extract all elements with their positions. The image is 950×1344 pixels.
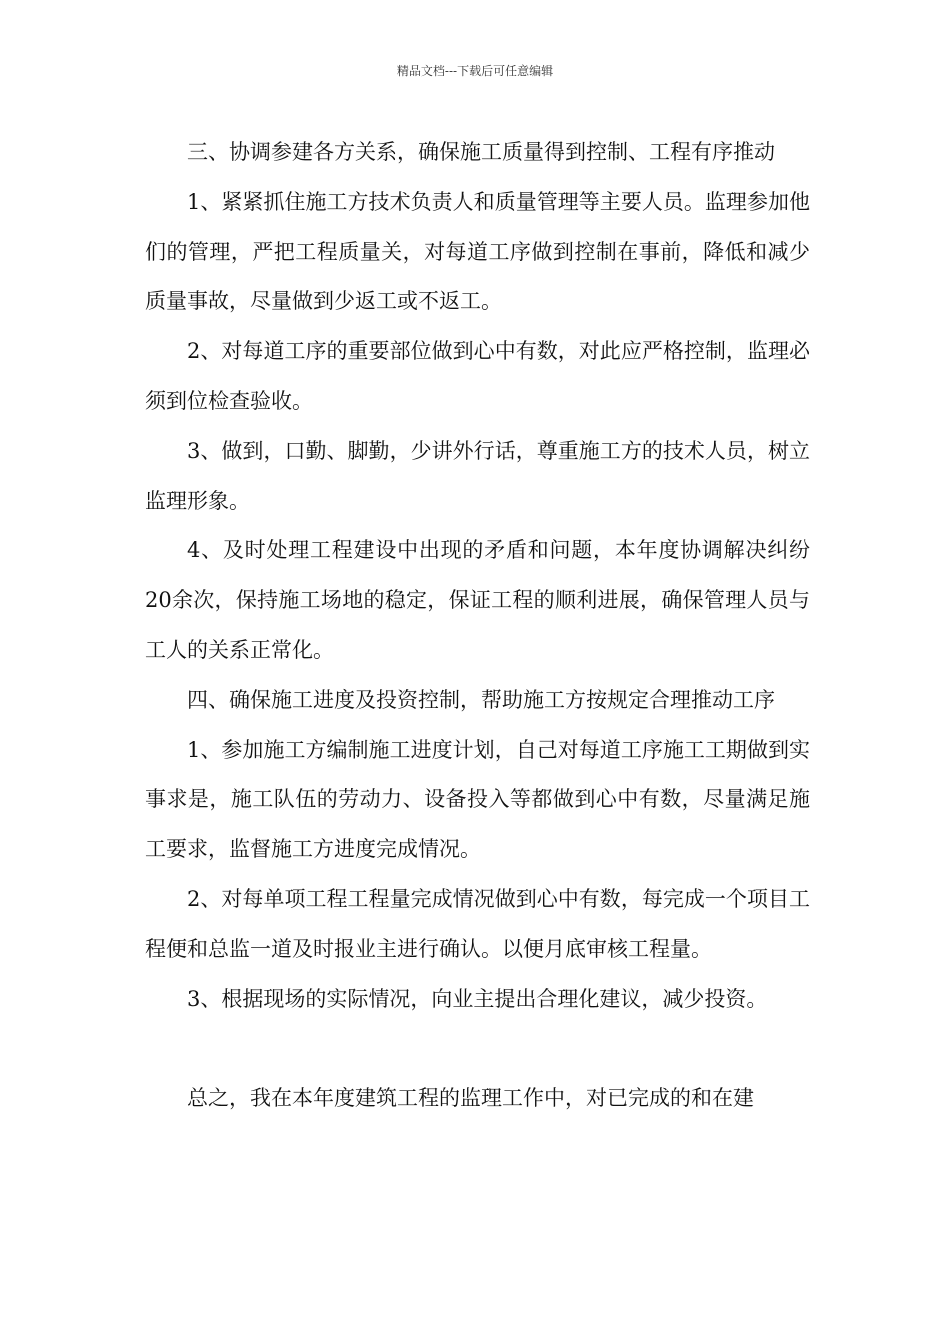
paragraph-item-1b: 1、参加施工方编制施工进度计划，自己对每道工序施工工期做到实事求是，施工队伍的劳动力、设备投入等都做到心中有数，尽量满足施工要求，监督施工方进度完成情况。 xyxy=(145,737,810,862)
page-header: 精品文档---下载后可任意编辑 xyxy=(396,64,554,78)
section-heading-4: 四、确保施工进度及投资控制，帮助施工方按规定合理推动工序 xyxy=(187,687,775,712)
paragraph-spacer xyxy=(145,1024,810,1074)
paragraph-item-3: 3、做到，口勤、脚勤，少讲外行话，尊重施工方的技术人员，树立监理形象。 xyxy=(145,438,810,513)
paragraph-item-1: 1、紧紧抓住施工方技术负责人和质量管理等主要人员。监理参加他们的管理，严把工程质量关，对每道工序做到控制在事前，降低和减少质量事故，尽量做到少返工或不返工。 xyxy=(145,189,810,314)
paragraph-item-2b: 2、对每单项工程工程量完成情况做到心中有数，每完成一个项目工程便和总监一道及时报业主进行确认。以便月底审核工程量。 xyxy=(145,886,810,961)
summary-paragraph: 总之，我在本年度建筑工程的监理工作中，对已完成的和在建 xyxy=(187,1086,754,1111)
document-body xyxy=(145,128,810,1124)
paragraph-item-3b: 3、根据现场的实际情况，向业主提出合理化建议，减少投资。 xyxy=(187,986,768,1011)
paragraph-item-4: 4、及时处理工程建设中出现的矛盾和问题，本年度协调解决纠纷20余次，保持施工场地的稳定，保证工程的顺利进展，确保管理人员与工人的关系正常化。 xyxy=(145,538,810,662)
section-heading-3: 三、协调参建各方关系，确保施工质量得到控制、工程有序推动 xyxy=(187,140,775,164)
paragraph-item-2: 2、对每道工序的重要部位做到心中有数，对此应严格控制，监理必须到位检查验收。 xyxy=(145,339,810,413)
